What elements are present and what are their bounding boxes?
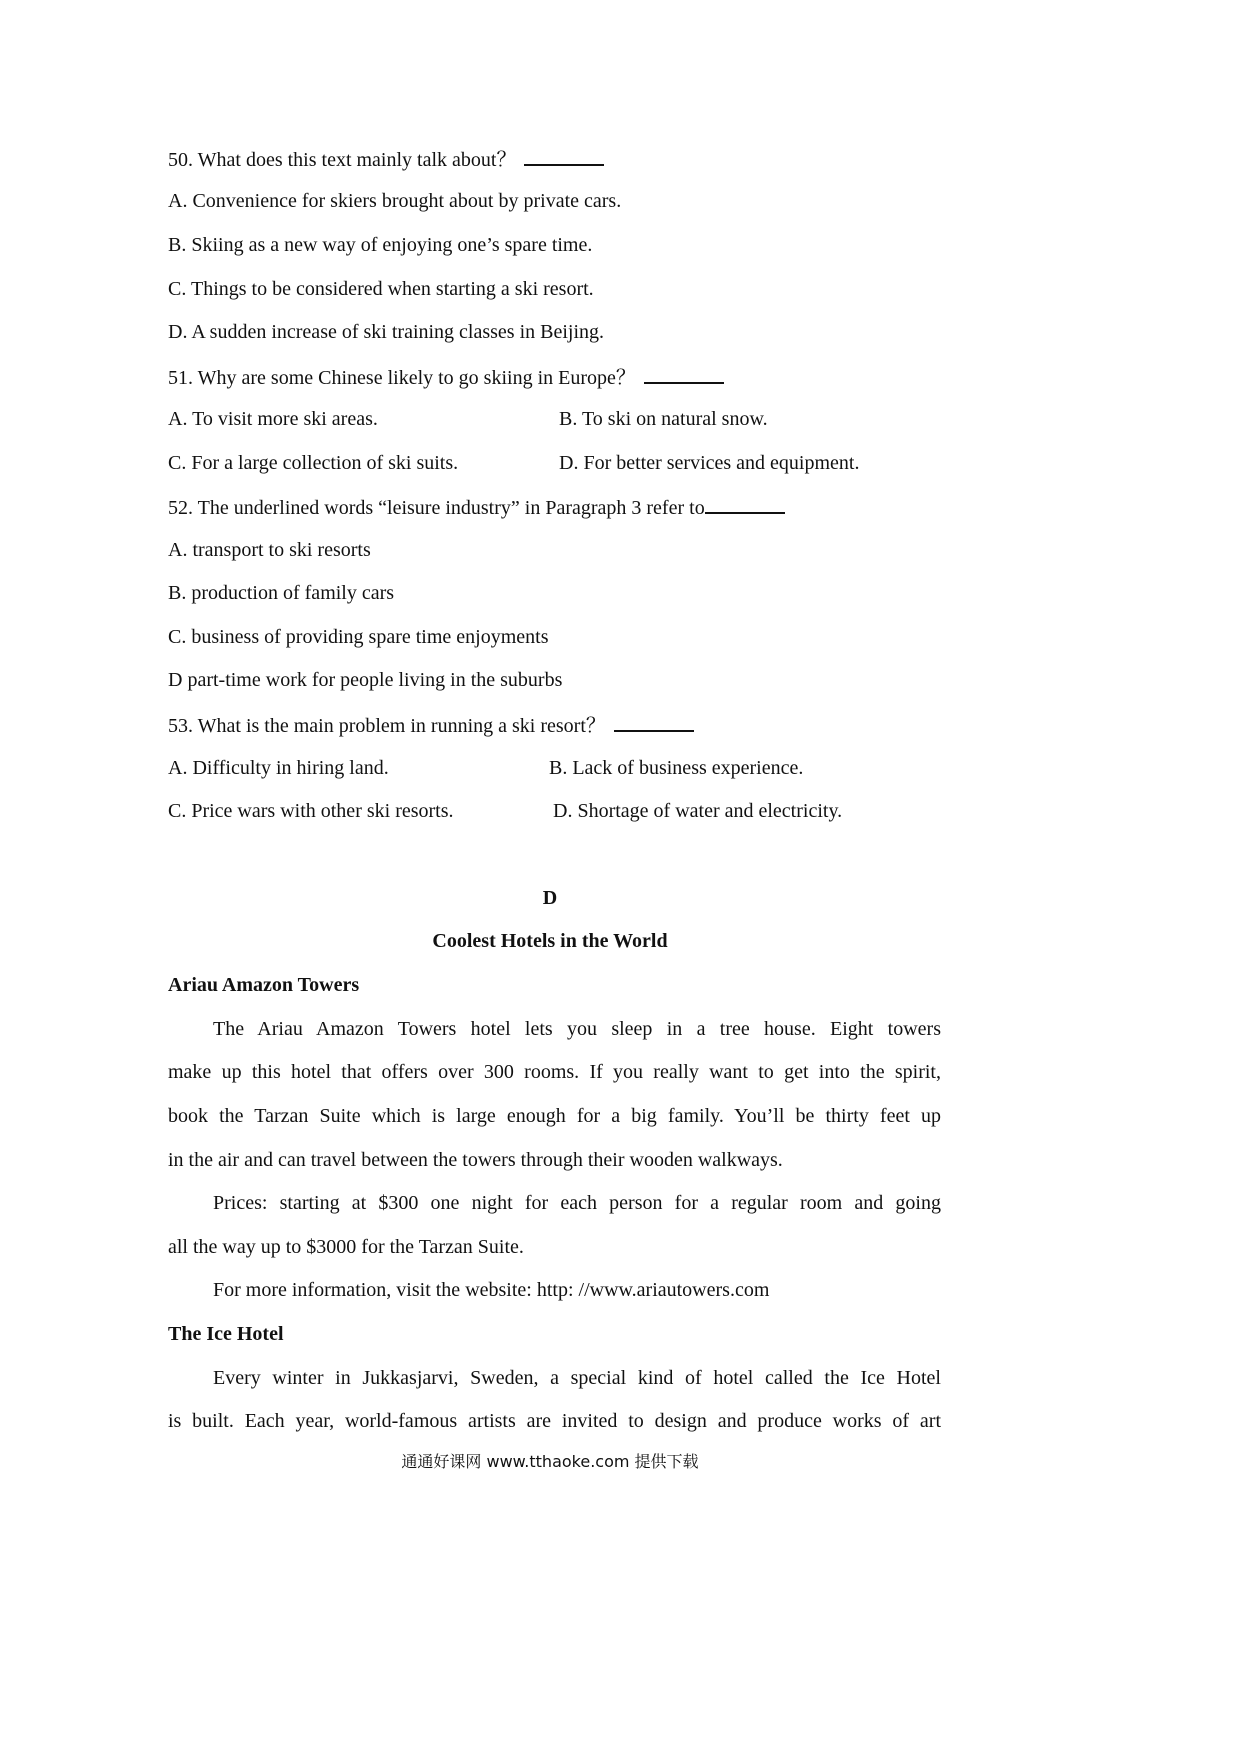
question-50-option-c: C. Things to be considered when starting a ski resort.: [168, 278, 594, 300]
paragraph-line: Every winter in Jukkasjarvi, Sweden, a special kind of hotel called the Ice Hotel: [213, 1367, 941, 1389]
question-53-option-d: D. Shortage of water and electricity.: [553, 800, 843, 822]
hotel-heading-ice-hotel: The Ice Hotel: [168, 1323, 284, 1345]
answer-blank: [614, 710, 694, 732]
question-52-option-b: B. production of family cars: [168, 582, 395, 604]
hotel-heading-ariau: Ariau Amazon Towers: [168, 974, 360, 996]
paragraph-line: For more information, visit the website: http: //www.ariautowers.com: [213, 1279, 770, 1301]
paragraph-line: all the way up to $3000 for the Tarzan Suite.: [168, 1236, 524, 1258]
question-51-stem: 51. Why are some Chinese likely to go skiing in Europe？: [168, 362, 724, 392]
paragraph-line: is built. Each year, world-famous artists are invited to design and produce works of art: [168, 1410, 941, 1432]
question-51-option-b: B. To ski on natural snow.: [559, 408, 768, 430]
question-52-option-c: C. business of providing spare time enjoyments: [168, 626, 549, 648]
section-letter: D: [542, 887, 558, 909]
question-51-option-d: D. For better services and equipment.: [559, 452, 860, 474]
paragraph-line: Prices: starting at $300 one night for each person for a regular room and going: [213, 1192, 941, 1214]
question-52-stem: 52. The underlined words “leisure industry” in Paragraph 3 refer to: [168, 492, 785, 522]
question-51-option-c: C. For a large collection of ski suits.: [168, 452, 459, 474]
section-title: Coolest Hotels in the World: [432, 930, 668, 952]
question-50-option-a: A. Convenience for skiers brought about by private cars.: [168, 190, 622, 212]
question-50-option-b: B. Skiing as a new way of enjoying one’s spare time.: [168, 234, 593, 256]
paragraph-line: make up this hotel that offers over 300 rooms. If you really want to get into the spirit,: [168, 1061, 941, 1083]
question-53-stem: 53. What is the main problem in running a ski resort？: [168, 710, 694, 740]
paragraph-line: book the Tarzan Suite which is large enough for a big family. You’ll be thirty feet up: [168, 1105, 941, 1127]
footer-source-note: 通通好课网 www.tthaoke.com 提供下载: [401, 1452, 699, 1471]
question-50-option-d: D. A sudden increase of ski training classes in Beijing.: [168, 321, 605, 343]
answer-blank: [644, 362, 724, 384]
paragraph-line: in the air and can travel between the towers through their wooden walkways.: [168, 1149, 783, 1171]
question-50-stem: 50. What does this text mainly talk about？: [168, 144, 604, 174]
paragraph-line: The Ariau Amazon Towers hotel lets you sleep in a tree house. Eight towers: [213, 1018, 941, 1040]
answer-blank: [705, 492, 785, 514]
question-52-option-d: D part-time work for people living in the suburbs: [168, 669, 563, 691]
question-53-option-b: B. Lack of business experience.: [549, 757, 804, 779]
question-53-option-c: C. Price wars with other ski resorts.: [168, 800, 454, 822]
question-52-option-a: A. transport to ski resorts: [168, 539, 371, 561]
question-51-option-a: A. To visit more ski areas.: [168, 408, 378, 430]
question-53-option-a: A. Difficulty in hiring land.: [168, 757, 389, 779]
answer-blank: [524, 144, 604, 166]
